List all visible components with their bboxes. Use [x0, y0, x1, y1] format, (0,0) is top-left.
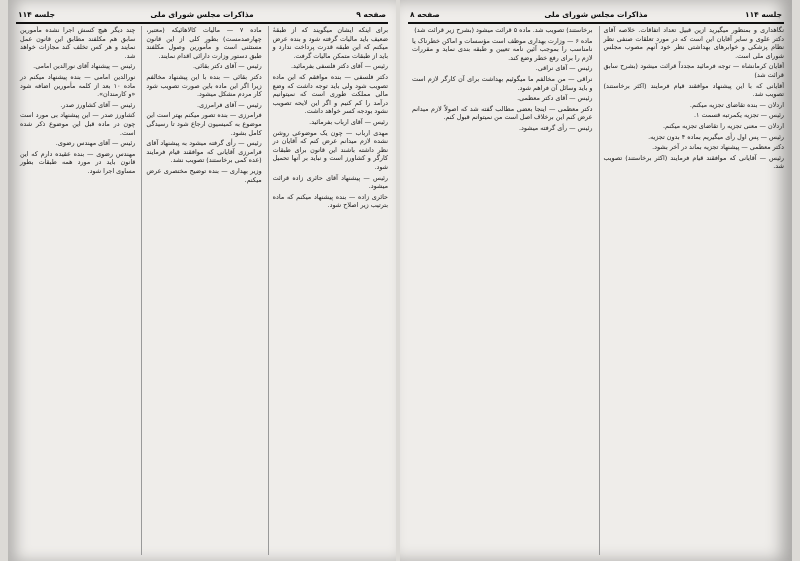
paragraph: دکتر بقائی — بنده با این پیشنهاد مخالفم زیرا اگر این ماده باین صورت تصویب شود کار مردم مشکل میشود. [146, 72, 262, 99]
paragraph: رئیس — آقایانی که موافقند قیام فرمایند (اکثر برخاستند) تصویب شد. [603, 153, 784, 171]
paragraph: نورالدین امامی — بنده پیشنهاد میکنم در ماده ۱۰ بعد از کلمه مأمورین اضافه شود «و کارمندان». [20, 72, 136, 99]
paragraph: رئیس — پیشنهاد آقای حائری زاده قرائت میشود. [272, 173, 388, 191]
paragraph: ماده ۶ — وزارت بهداری موظف است مؤسسات و اماکن خطرناک یا نامناسب را بموجب آئین نامه تعیین و طبقه بندی نماید و مقررات لازم را برای رفع خطر وضع کند. [412, 36, 593, 62]
page-header [408, 8, 784, 24]
paragraph: رئیس — آقای نراقی. [535, 64, 593, 73]
paragraph: رئیس — آقای دکتر بقائی. [192, 62, 262, 71]
paragraph: ماده ۷ — مالیات کالاهائیکه (معتبر، چهارصدمست) بطور کلی از این قانون مستثنی است و مأمورین وصول مکلفند طبق دستور وزارت دارائی اقدام نمایند. [146, 26, 262, 60]
paragraph: رئیس — رأی گرفته میشود به پیشنهاد آقای فرامرزی آقایانی که موافقند قیام فرمایند (عده کمی برخاستند) تصویب نشد. [146, 139, 262, 165]
session-number: جلسه ۱۱۴ [18, 10, 55, 19]
text-columns [16, 26, 388, 555]
paragraph: نگاهداری و بمنظور میگیرید ازین قبیل تعداد اتفاقات. خلاصه آقای دکتر علوی و سایر آقایان این است که در مورد تعلقات صنفی نظر نظام پزشکی و خوابرهای بهداشتی نظر خود آنهم مصوب مجلس شورای ملی است. [603, 26, 784, 60]
paragraph: رئیس — پس اول رأی میگیریم بماده ۴ بدون تجزیه. [648, 132, 784, 141]
paragraph: نراقی — من مخالفم ما میگوئیم بهداشت برای آن کارگر لازم است و باید وسائل آن فراهم شود. [412, 74, 593, 92]
text-column [599, 26, 785, 555]
paragraph: رئیس — آقای مهندس رضوی. [55, 139, 136, 148]
paragraph: برای اینکه ایشان میگویند که از طبقهٔ ضعیف باید مالیات گرفته شود و بنده عرض میکنم که این طبقه قدرت پرداخت ندارد و باید از طبقات متمکن مالیات گرفت. [272, 26, 388, 60]
paragraph: رئیس — آقای فرامرزی. [197, 100, 262, 109]
text-column [268, 26, 388, 555]
paragraph: رئیس — آقای دکتر فلسفی بفرمائید. [290, 62, 388, 71]
paragraph: رئیس — آقای کشاورز صدر. [60, 100, 136, 109]
text-column [141, 26, 261, 555]
paragraph: آقایان کرمانشاه — توجه فرمائید مجدداً قرائت میشود (بشرح سابق قرائت شد) [603, 62, 784, 79]
paragraph: برخاستند) تصویب شد. ماده ۵ قرائت میشود (بشرح زیر قرائت شد) [414, 26, 593, 34]
paragraph: رئیس — آقای ارباب بفرمائید. [309, 117, 388, 126]
header-title: مذاکرات مجلس شورای ملی [150, 10, 254, 19]
paragraph: چند دیگر هیچ کسش اجرا نشده مأمورین سابق هم مکلفند مطابق این قانون عمل نمایند و هر کس تخلف کند مجازات خواهد شد. [20, 26, 136, 60]
page-header [16, 8, 388, 24]
paragraph: مهدی ارباب — چون یک موضوعی روشن نشده لازم میدانم عرض کنم که آقایان در نظر داشته باشند این قانون برای طبقات کارگر و کشاورز است و نباید بر آنها تحمیل شود. [272, 128, 388, 171]
paragraph: وزیر بهداری — بنده توضیح مختصری عرض میکنم. [146, 166, 262, 184]
page-number: صفحه ۸ [410, 10, 440, 19]
paragraph: دکتر معظمی — اینجا بعضی مطالب گفته شد که اصولاً لازم میدانم عرض کنم این برخلاف اصل است من نمیتوانم قبول کنم. [412, 104, 593, 122]
paragraph: دکتر فلسفی — بنده موافقم که این ماده تصویب شود ولی باید توجه داشت که وضع مالی مملکت طوری است که نمیتوانیم درآمد را کم کنیم و اگر این لایحه تصویب نشود بودجه کسر خواهد داشت. [272, 72, 388, 116]
paragraph: رئیس — تجزیه یکمرتبه قسمت ۱. [694, 111, 784, 120]
right-page [400, 0, 792, 561]
header-title: مذاکرات مجلس شورای ملی [544, 10, 648, 19]
paragraph: رئیس — رأی گرفته میشود. [518, 123, 593, 132]
paragraph: دکتر معظمی — پیشنهاد تجزیه بماند در آخر بشود. [652, 143, 784, 152]
text-columns [408, 26, 784, 555]
paragraph: اردلان — بنده تقاضای تجزیه میکنم. [689, 100, 784, 109]
paragraph: اردلان — معنی تجزیه را تقاضای تجزیه میکنم. [663, 121, 784, 130]
text-column [408, 26, 593, 555]
paragraph: رئیس — پیشنهاد آقای نورالدین امامی. [33, 62, 136, 71]
page-number: صفحه ۹ [356, 10, 386, 19]
paragraph: کشاورز صدر — این پیشنهاد بی مورد است چون در ماده قبل این موضوع ذکر شده است. [20, 111, 136, 137]
left-page [8, 0, 396, 561]
paragraph: مهندس رضوی — بنده عقیده دارم که این قانون باید در مورد همه طبقات بطور مساوی اجرا شود. [20, 149, 136, 175]
paragraph: حائری زاده — بنده پیشنهاد میکنم که ماده بترتیب زیر اصلاح شود. [272, 192, 388, 210]
text-column [16, 26, 135, 555]
paragraph: رئیس — آقای دکتر معظمی. [517, 94, 593, 103]
paragraph: فرامرزی — بنده تصور میکنم بهتر است این موضوع به کمیسیون ارجاع شود تا رسیدگی کامل بشود. [146, 111, 262, 137]
paragraph: آقایانی که با این پیشنهاد موافقند قیام فرمایند (اکثر برخاستند) تصویب شد. [603, 81, 784, 99]
session-number: جلسه ۱۱۴ [745, 10, 782, 19]
